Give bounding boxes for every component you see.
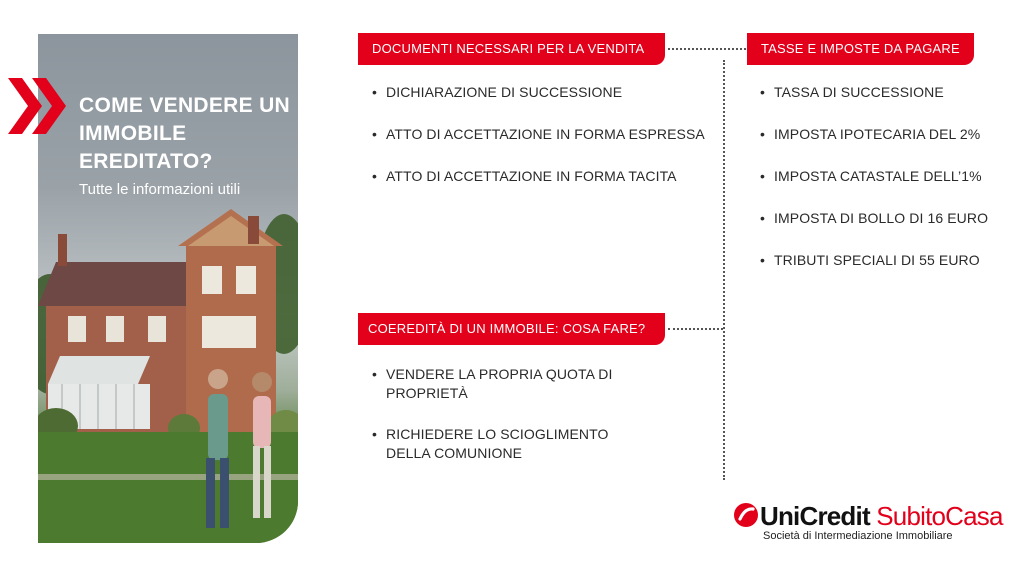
taxes-header: TASSE E IMPOSTE DA PAGARE bbox=[747, 33, 974, 65]
list-item: • ATTO DI ACCETTAZIONE IN FORMA ESPRESSA bbox=[372, 125, 712, 144]
hero-title: COME VENDERE UN IMMOBILE EREDITATO? bbox=[79, 94, 291, 173]
connector-line bbox=[668, 328, 723, 330]
logo-product: SubitoCasa bbox=[876, 501, 1003, 531]
logo-tagline: Società di Intermediazione Immobiliare bbox=[763, 530, 953, 542]
list-item: • DICHIARAZIONE DI SUCCESSIONE bbox=[372, 83, 712, 102]
documents-header: DOCUMENTI NECESSARI PER LA VENDITA bbox=[358, 33, 665, 65]
coheritance-header: COEREDITÀ DI UN IMMOBILE: COSA FARE? bbox=[358, 313, 665, 345]
hero-card bbox=[38, 34, 298, 543]
list-item: • ATTO DI ACCETTAZIONE IN FORMA TACITA bbox=[372, 167, 712, 186]
connector-line bbox=[723, 60, 725, 480]
list-item: • TASSA DI SUCCESSIONE bbox=[760, 83, 1000, 102]
hero-text bbox=[79, 92, 294, 200]
logo-wordmark bbox=[760, 501, 1003, 531]
list-item: • IMPOSTA IPOTECARIA DEL 2% bbox=[760, 125, 1000, 144]
list-item: • VENDERE LA PROPRIA QUOTA DI PROPRIETÀ bbox=[372, 365, 632, 403]
unicredit-subitocasa-logo bbox=[733, 497, 1003, 547]
list-item: • TRIBUTI SPECIALI DI 55 EURO bbox=[760, 251, 1000, 270]
unicredit-emblem-icon bbox=[733, 502, 759, 528]
connector-line bbox=[668, 48, 746, 50]
double-chevron-icon bbox=[6, 78, 66, 134]
list-item: • IMPOSTA CATASTALE DELL’1% bbox=[760, 167, 1000, 186]
taxes-list bbox=[760, 83, 1000, 293]
documents-list bbox=[372, 83, 712, 209]
list-item: • IMPOSTA DI BOLLO DI 16 EURO bbox=[760, 209, 1000, 228]
list-item: • RICHIEDERE LO SCIOGLIMENTO DELLA COMUNIONE bbox=[372, 425, 632, 463]
coheritance-list bbox=[372, 365, 632, 485]
hero-subtitle: Tutte le informazioni utili bbox=[79, 181, 241, 198]
logo-brand: UniCredit bbox=[760, 501, 870, 531]
